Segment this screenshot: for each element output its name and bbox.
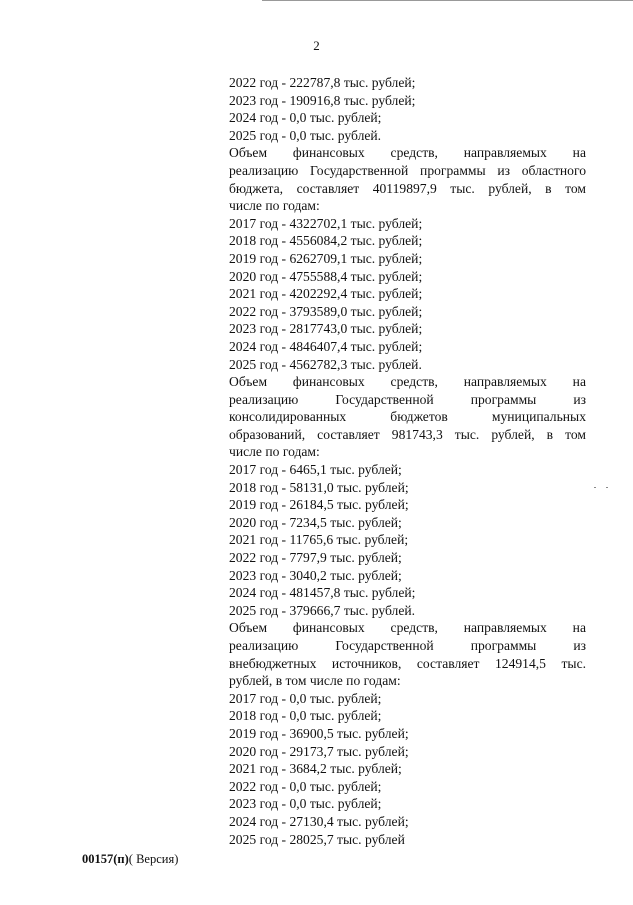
paragraph-line: числе по годам:: [229, 198, 320, 214]
paragraph-line: Объем финансовых средств, направляемых на: [229, 374, 586, 390]
text-line: 2019 год - 36900,5 тыс. рублей;: [229, 725, 409, 741]
text-line: 2018 год - 4556084,2 тыс. рублей;: [229, 233, 423, 249]
text-line: 2018 год - 58131,0 тыс. рублей;: [229, 479, 409, 495]
text-line: 2017 год - 6465,1 тыс. рублей;: [229, 462, 402, 478]
text-line: 2023 год - 2817743,0 тыс. рублей;: [229, 321, 423, 337]
text-line: 2018 год - 0,0 тыс. рублей;: [229, 708, 382, 724]
scan-speck: [594, 487, 596, 488]
page-number: 2: [313, 38, 320, 53]
document-code: 00157(п): [82, 852, 129, 866]
document-version: ( Версия): [128, 852, 179, 866]
text-line: 2023 год - 3040,2 тыс. рублей;: [229, 567, 402, 583]
text-line: 2019 год - 6262709,1 тыс. рублей;: [229, 250, 423, 266]
text-line: 2017 год - 4322702,1 тыс. рублей;: [229, 215, 423, 231]
text-line: 2024 год - 481457,8 тыс. рублей;: [229, 585, 416, 601]
paragraph-line: числе по годам:: [229, 444, 320, 460]
text-line: 2023 год - 0,0 тыс. рублей;: [229, 796, 382, 812]
text-line: 2022 год - 222787,8 тыс. рублей;: [229, 75, 416, 90]
text-line: 2025 год - 379666,7 тыс. рублей.: [229, 602, 416, 618]
scan-speck: [606, 487, 608, 488]
text-line: 2024 год - 27130,4 тыс. рублей;: [229, 813, 409, 829]
text-line: 2022 год - 3793589,0 тыс. рублей;: [229, 303, 423, 319]
text-line: 2022 год - 0,0 тыс. рублей;: [229, 778, 382, 794]
top-rule: [262, 0, 633, 1]
text-line: 2021 год - 4202292,4 тыс. рублей;: [229, 286, 423, 302]
document-footer: [82, 852, 178, 867]
paragraph-line: рублей, в том числе по годам:: [229, 673, 401, 689]
text-line: 2025 год - 4562782,3 тыс. рублей.: [229, 356, 422, 372]
text-line: 2025 год - 0,0 тыс. рублей.: [229, 127, 382, 143]
document-body: [229, 74, 586, 848]
paragraph-line: внебюджетных источников, составляет 124914,5 тыс.: [229, 655, 586, 671]
paragraph-line: бюджета, составляет 40119897,9 тыс. рублей, в том: [229, 180, 586, 196]
text-line: 2024 год - 4846407,4 тыс. рублей;: [229, 338, 423, 354]
paragraph-line: реализацию Государственной программы из: [229, 391, 586, 407]
paragraph-line: Объем финансовых средств, направляемых на: [229, 620, 586, 636]
text-line: 2025 год - 28025,7 тыс. рублей: [229, 831, 405, 847]
text-line: 2020 год - 7234,5 тыс. рублей;: [229, 514, 402, 530]
paragraph-line: реализацию Государственной программы из: [229, 638, 586, 653]
paragraph-line: реализацию Государственной программы из областного: [229, 162, 586, 178]
text-line: 2024 год - 0,0 тыс. рублей;: [229, 110, 382, 126]
paragraph-line: Объем финансовых средств, направляемых на: [229, 145, 586, 161]
text-line: 2023 год - 190916,8 тыс. рублей;: [229, 92, 416, 108]
text-line: 2022 год - 7797,9 тыс. рублей;: [229, 550, 402, 566]
paragraph-line: образований, составляет 981743,3 тыс. рублей, в том: [229, 426, 586, 442]
text-line: 2021 год - 3684,2 тыс. рублей;: [229, 761, 402, 777]
text-line: 2021 год - 11765,6 тыс. рублей;: [229, 532, 409, 548]
text-line: 2019 год - 26184,5 тыс. рублей;: [229, 497, 409, 513]
text-line: 2020 год - 4755588,4 тыс. рублей;: [229, 268, 423, 284]
paragraph-line: консолидированных бюджетов муниципальных: [229, 409, 586, 425]
text-line: 2020 год - 29173,7 тыс. рублей;: [229, 743, 409, 759]
text-line: 2017 год - 0,0 тыс. рублей;: [229, 690, 382, 706]
